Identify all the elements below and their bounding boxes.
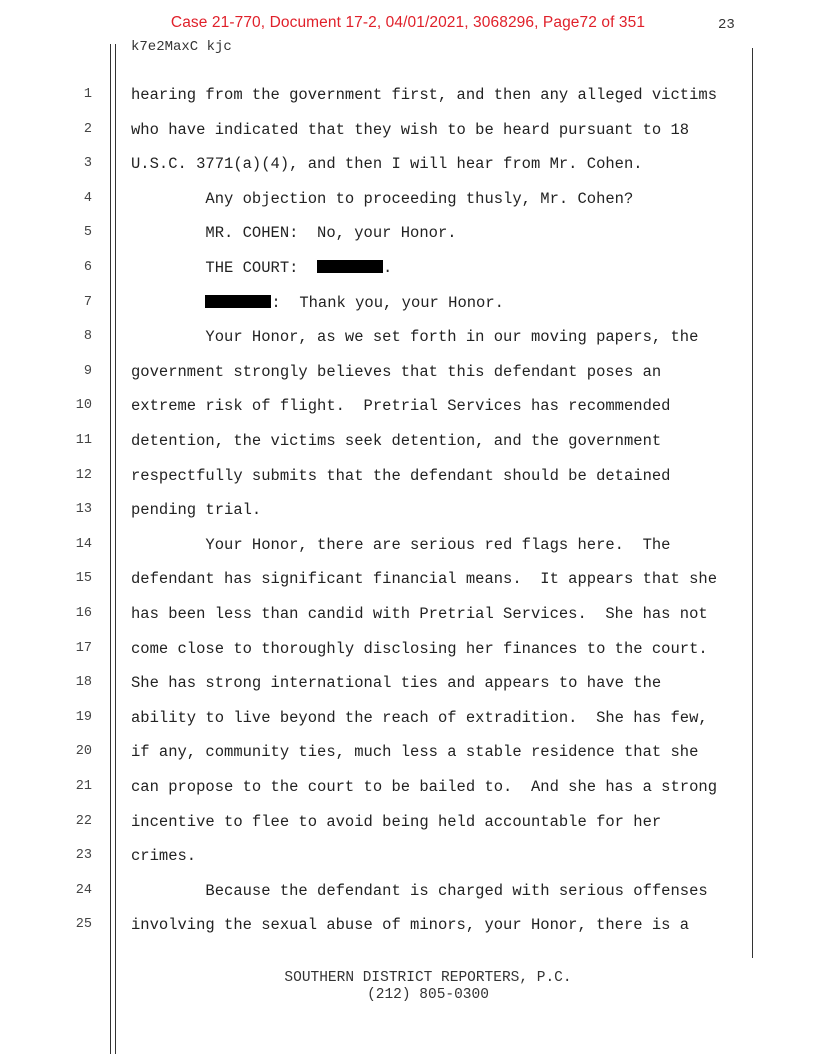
transcript-line [131, 916, 689, 934]
left-margin-rule [110, 44, 111, 1054]
line-number: 2 [83, 121, 92, 137]
line-number: 19 [75, 709, 92, 725]
line-text: Your Honor, there are serious red flags here. The [131, 535, 671, 554]
transcript-line [131, 328, 698, 346]
line-text: government strongly believes that this defendant poses an [131, 362, 662, 381]
transcript-line [131, 190, 633, 208]
transcript-line [131, 86, 717, 104]
case-code: k7e2MaxC kjc [131, 39, 232, 55]
line-number: 17 [75, 640, 92, 656]
transcript-line [131, 709, 708, 727]
transcript-line [131, 640, 708, 658]
line-number: 23 [75, 848, 92, 864]
redaction-bar [317, 260, 383, 273]
line-text [131, 294, 205, 312]
court-filing-stamp: Case 21-770, Document 17-2, 04/01/2021, 3068296, Page72 of 351 [170, 14, 646, 31]
line-text: come close to thoroughly disclosing her finances to the court. [131, 639, 708, 658]
line-text: U.S.C. 3771(a)(4), and then I will hear from Mr. Cohen. [131, 155, 643, 174]
transcript-line [131, 605, 708, 623]
transcript-line [131, 847, 196, 865]
line-number: 16 [75, 606, 92, 621]
line-text: Because the defendant is charged with serious offenses [131, 881, 708, 900]
transcript-line [131, 778, 717, 796]
line-text: if any, community ties, much less a stable residence that she [131, 743, 699, 762]
transcript-line [131, 363, 661, 381]
line-number: 5 [83, 225, 92, 241]
line-number: 18 [75, 675, 92, 691]
line-number: 7 [83, 294, 92, 310]
line-text: has been less than candid with Pretrial Services. She has not [131, 605, 708, 623]
line-number: 11 [75, 433, 92, 448]
line-number: 10 [75, 398, 92, 414]
line-number: 4 [83, 190, 92, 206]
line-text: incentive to flee to avoid being held accountable for her [131, 812, 662, 831]
transcript-line [131, 259, 392, 277]
line-number: 6 [83, 260, 92, 275]
line-text: Any objection to proceeding thusly, Mr. Cohen? [131, 189, 634, 208]
line-number: 12 [75, 467, 92, 483]
page-footer [0, 970, 816, 1004]
transcript-line [131, 467, 671, 485]
transcript-line [131, 121, 689, 139]
line-number: 25 [75, 917, 92, 933]
reporter-phone: (212) 805-0300 [367, 987, 489, 1003]
transcript-line [131, 432, 661, 450]
page-number: 23 [718, 17, 735, 33]
line-text: respectfully submits that the defendant should be detained [131, 466, 671, 485]
reporter-name: SOUTHERN DISTRICT REPORTERS, P.C. [284, 970, 572, 986]
line-text: ability to live beyond the reach of extradition. She has few, [131, 708, 708, 727]
line-number: 22 [75, 813, 92, 829]
line-number: 1 [83, 87, 92, 102]
transcript-line [131, 674, 661, 692]
line-number: 3 [83, 156, 92, 172]
line-text: crimes. [131, 847, 197, 866]
line-text-after-redaction: : Thank you, your Honor. [271, 293, 504, 312]
line-text: pending trial. [131, 501, 262, 520]
line-number: 9 [83, 363, 92, 379]
transcript-line [131, 813, 661, 831]
line-text: THE COURT: [131, 259, 318, 277]
line-text: who have indicated that they wish to be heard pursuant to 18 [131, 120, 690, 139]
transcript-line [131, 743, 698, 761]
line-text: extreme risk of flight. Pretrial Services has recommended [131, 397, 671, 416]
transcript-line [131, 882, 708, 900]
line-number: 13 [75, 502, 92, 518]
line-text: can propose to the court to be bailed to. And she has a strong [131, 778, 717, 796]
transcript-line [131, 155, 643, 173]
transcript-line [131, 397, 671, 415]
left-margin-rule-inner [115, 44, 116, 1054]
transcript-line [131, 570, 717, 588]
right-margin-rule [752, 48, 753, 958]
line-text-after-redaction: . [383, 259, 393, 277]
line-number: 24 [75, 882, 92, 898]
transcript-line [131, 294, 504, 312]
line-text: defendant has significant financial means. It appears that she [131, 570, 717, 589]
line-number: 21 [75, 779, 92, 794]
line-number: 20 [75, 744, 92, 760]
line-text: detention, the victims seek detention, and the government [131, 432, 662, 450]
line-number: 15 [75, 571, 92, 587]
line-text: hearing from the government first, and then any alleged victims [131, 86, 717, 104]
line-text: involving the sexual abuse of minors, your Honor, there is a [131, 916, 690, 935]
transcript-line [131, 501, 261, 519]
line-number: 8 [83, 329, 92, 345]
redaction-bar [205, 295, 271, 308]
transcript-line [131, 536, 671, 554]
line-text: Your Honor, as we set forth in our moving papers, the [131, 328, 699, 347]
line-text: She has strong international ties and appears to have the [131, 674, 662, 693]
line-number: 14 [75, 536, 92, 552]
transcript-line [131, 224, 457, 242]
line-text: MR. COHEN: No, your Honor. [131, 224, 457, 243]
